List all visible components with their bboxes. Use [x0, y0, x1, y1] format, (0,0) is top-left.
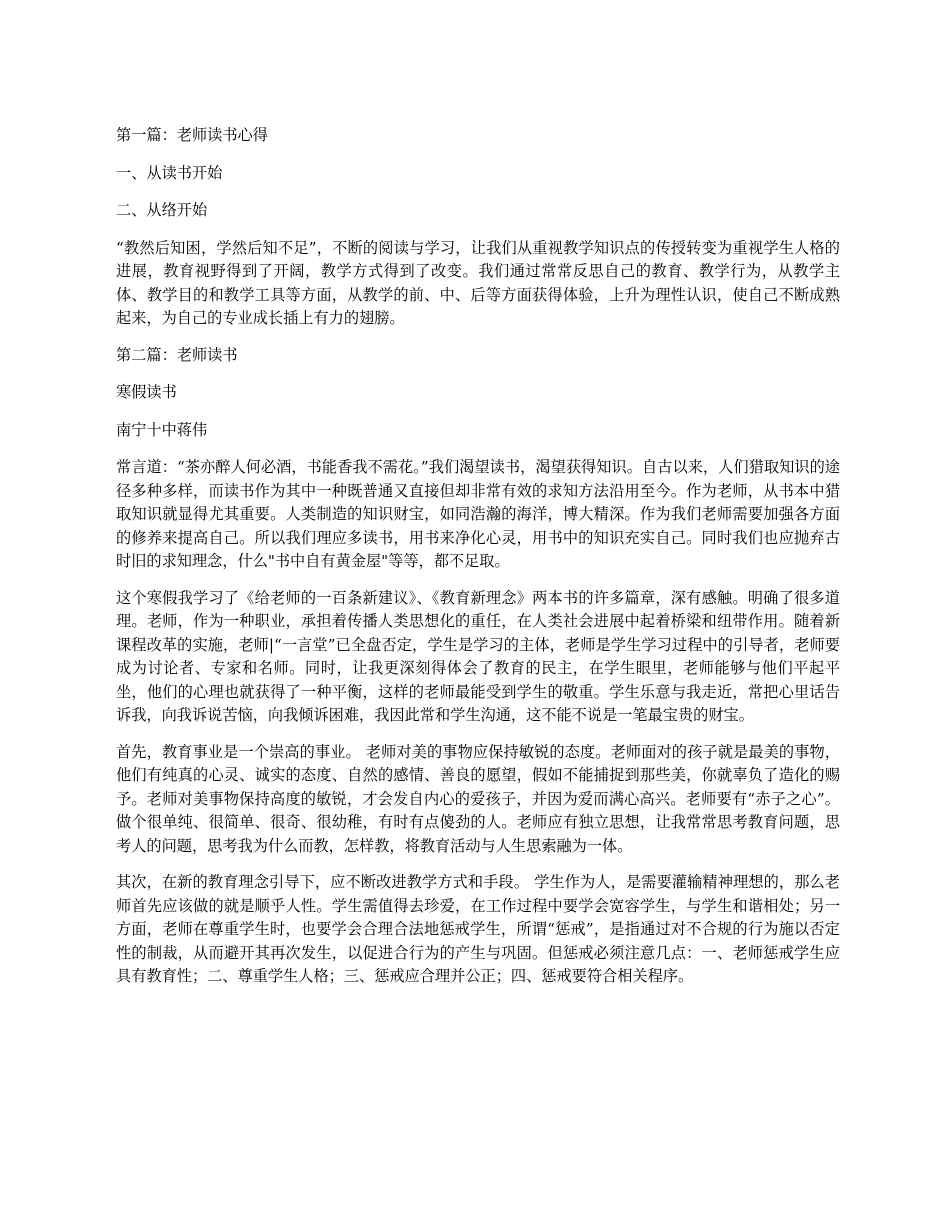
paragraph-first: 首先，教育事业是一个崇高的事业。 老师对美的事物应保持敏锐的态度。老师面对的孩子就是最美的事物，他们有纯真的心灵、诚实的态度、自然的感情、善良的愿望，假如不能捕捉到那些美，你就辜负了造化的赐予。老师对美事物保持高度的敏锐，才会发自内心的爱孩子，并因为爱而满心高兴。老师要有“赤子之心”。做个很单纯、很简单、很奇、很幼稚，有时有点傻劲的人。老师应有独立思想，让我常常思考教育问题，思考人的问题，思考我为什么而教，怎样教，将教育活动与人生思索融为一体。	[116, 742, 840, 855]
article-title: 寒假读书	[116, 383, 177, 401]
paragraph-intro: “教然后知困，学然后知不足”，不断的阅读与学习，让我们从重视教学知识点的传授转变为重视学生人格的进展，教育视野得到了开阔，教学方式得到了改变。我们通过常常反思自己的教育、教学行为，从教学主体、教学目的和教学工具等方面，从教学的前、中、后等方面获得体验，上升为理性认识，使自己不断成熟起来，为自己的专业成长插上有力的翅膀。	[116, 238, 840, 327]
subheading-network: 二、从络开始	[116, 201, 208, 219]
section-title-2: 第二篇：老师读书	[116, 345, 238, 364]
author-line: 南宁十中蒋伟	[116, 420, 208, 439]
section-title-1: 第一篇：老师读书心得	[116, 126, 268, 144]
subheading-read: 一、从读书开始	[116, 163, 223, 182]
document-body	[116, 124, 840, 1002]
paragraph-quote: 常言道：“茶亦醉人何必酒，书能香我不需花。”我们渴望读书，渴望获得知识。自古以来，人们猎取知识的途径多种多样，而读书作为其中一种既普通又直接但却非常有效的求知方法沿用至今。作为老师，从书本中猎取知识就显得尤其重要。人类制造的知识财宝，如同浩瀚的海洋，博大精深。作为我们老师需要加强各方面的修养来提高自己。所以我们理应多读书，用书来净化心灵，用书中的知识充实自己。同时我们也应抛弃古时旧的求知理念，什么"书中自有黄金屋"等等，都不足取。	[116, 458, 840, 570]
paragraph-second: 其次，在新的教育理念引导下，应不断改进教学方式和手段。 学生作为人，是需要灌输精神理想的，那么老师首先应该做的就是顺乎人性。学生需值得去珍爱，在工作过程中要学会宽容学生，与学生和谐相处；另一方面，老师在尊重学生时，也要学会合理合法地惩戒学生，所谓“惩戒”，是指通过对不合规的行为施以否定性的制裁，从而避开其再次发生，以促进合行为的产生与巩固。但惩戒必须注意几点：一、老师惩戒学生应具有教育性；二、尊重学生人格；三、惩戒应合理并公正；四、惩戒要符合相关程序。	[116, 873, 840, 985]
paragraph-winter-reading: 这个寒假我学习了《给老师的一百条新建议》、《教育新理念》两本书的许多篇章，深有感触。明确了很多道理。老师，作为一种职业，承担着传播人类思想化的重任，在人类社会进展中起着桥梁和纽带作用。随着新课程改革的实施，老师|“一言堂”已全盘否定，学生是学习的主体，老师是学生学习过程中的引导者，老师要成为讨论者、专家和名师。同时，让我更深刻得体会了教育的民主，在学生眼里，老师能够与他们平起平坐，他们的心理也就获得了一种平衡，这样的老师最能受到学生的敬重。学生乐意与我走近，常把心里话告诉我，向我诉说苦恼，向我倾诉困难，我因此常和学生沟通，这不能不说是一笔最宝贵的财宝。	[116, 588, 840, 724]
